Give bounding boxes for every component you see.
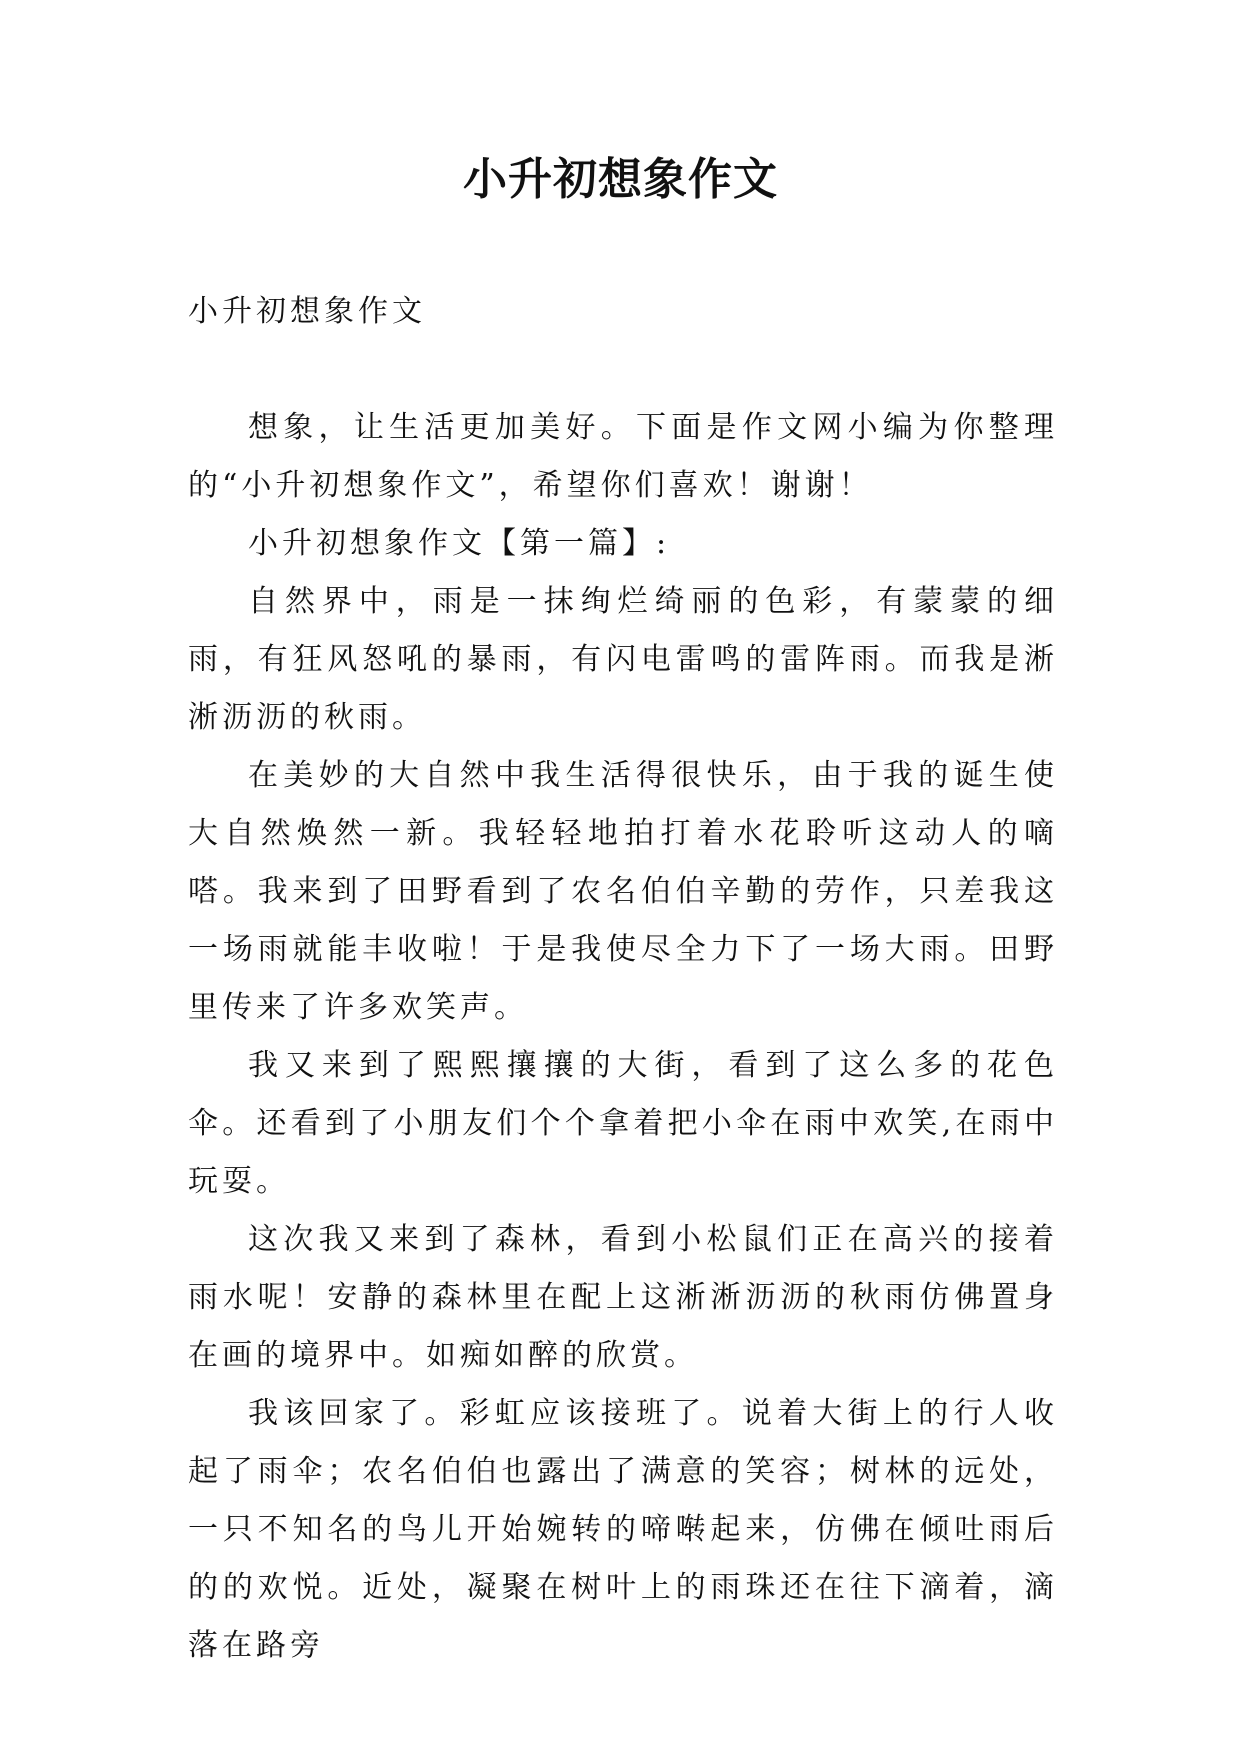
paragraph: 我又来到了熙熙攘攘的大街，看到了这么多的花色伞。还看到了小朋友们个个拿着把小伞在雨中欢笑,在雨中玩耍。	[188, 1048, 1058, 1199]
paragraph: 自然界中，雨是一抹绚烂绮丽的色彩，有蒙蒙的细雨，有狂风怒吼的暴雨，有闪电雷鸣的雷阵雨。而我是淅淅沥沥的秋雨。	[188, 584, 1058, 735]
paragraph: 在美妙的大自然中我生活得很快乐，由于我的诞生使大自然焕然一新。我轻轻地拍打着水花聆听这动人的嘀嗒。我来到了田野看到了农名伯伯辛勤的劳作，只差我这一场雨就能丰收啦！于是我使尽全力下了一场大雨。田野里传来了许多欢笑声。	[188, 758, 1058, 1025]
paragraph: 这次我又来到了森林，看到小松鼠们正在高兴的接着雨水呢！安静的森林里在配上这淅淅沥沥的秋雨仿佛置身在画的境界中。如痴如醉的欣赏。	[188, 1222, 1058, 1373]
document-subtitle: 小升初想象作文	[188, 294, 426, 329]
page-title: 小升初想象作文	[463, 154, 778, 205]
paragraph-section-heading: 小升初想象作文【第一篇】:	[248, 526, 671, 561]
paragraph-intro: 想象，让生活更加美好。下面是作文网小编为你整理的“小升初想象作文”，希望你们喜欢！谢谢！	[188, 410, 1058, 503]
paragraph: 我该回家了。彩虹应该接班了。说着大街上的行人收起了雨伞；农名伯伯也露出了满意的笑容；树林的远处，一只不知名的鸟儿开始婉转的啼啭起来，仿佛在倾吐雨后的的欢悦。近处，凝聚在树叶上的雨珠还在往下滴着，滴落在路旁	[188, 1396, 1058, 1663]
document-body	[188, 283, 1058, 1675]
